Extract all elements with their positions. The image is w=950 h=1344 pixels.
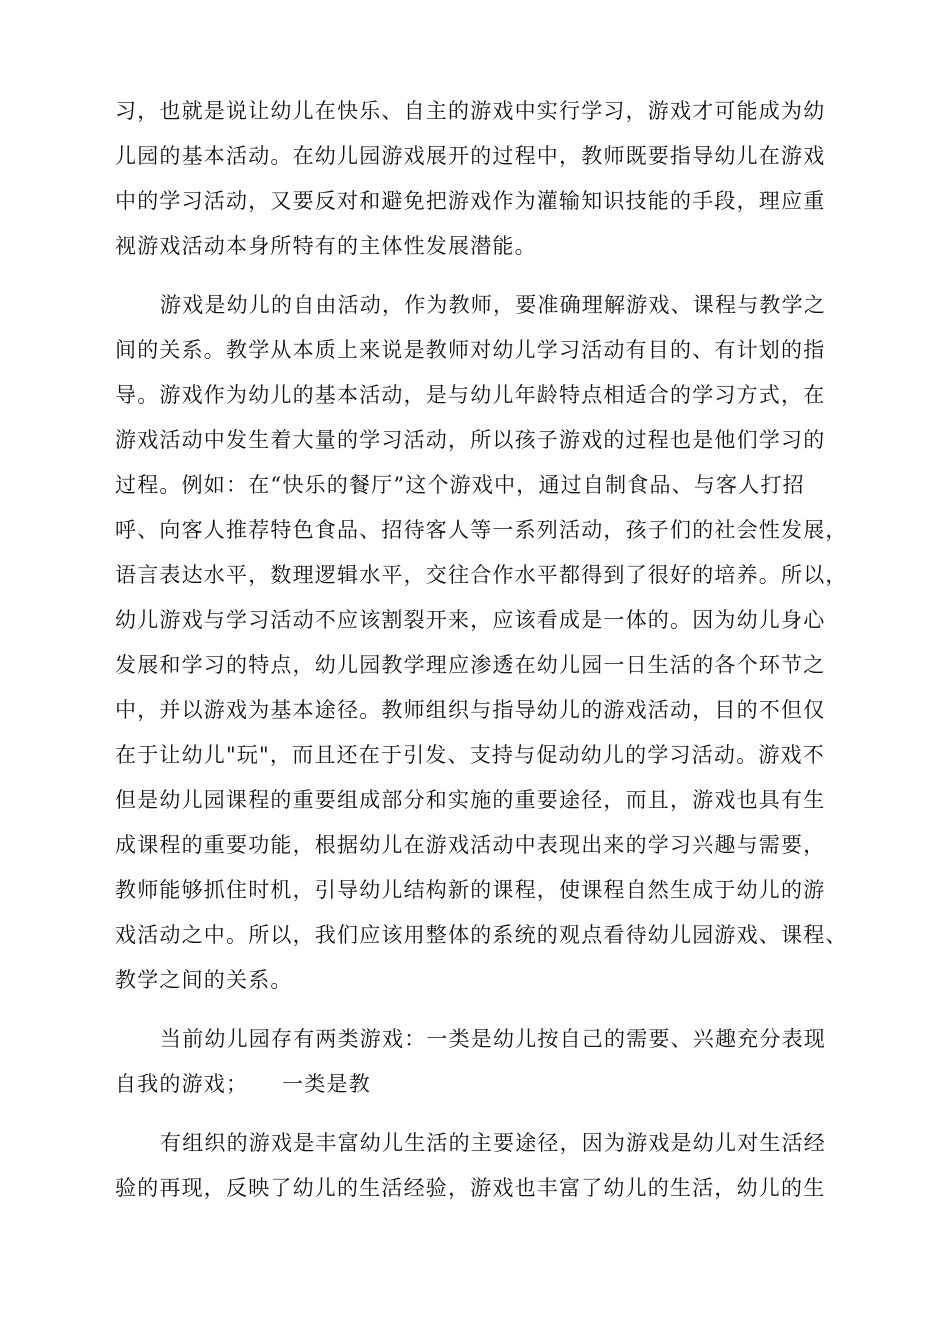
- paragraph-2-line-9: 发展和学习的特点，幼儿园教学理应渗透在幼儿园一日生活的各个环节之: [115, 653, 826, 677]
- paragraph-2-line-2: 间的关系。教学从本质上来说是教师对幼儿学习活动有目的、有计划的指: [115, 338, 826, 362]
- paragraph-2-line-1: 游戏是幼儿的自由活动，作为教师，要准确理解游戏、课程与教学之: [160, 293, 826, 317]
- paragraph-2-line-5: 过程。例如：在“快乐的餐厅”这个游戏中，通过自制食品、与客人打招: [115, 473, 805, 497]
- paragraph-2-line-10: 中，并以游戏为基本途径。教师组织与指导幼儿的游戏活动，目的不但仅: [115, 698, 826, 722]
- paragraph-2-line-4: 游戏活动中发生着大量的学习活动，所以孩子游戏的过程也是他们学习的: [115, 428, 826, 452]
- paragraph-2-line-12: 但是幼儿园课程的重要组成部分和实施的重要途径，而且，游戏也具有生: [115, 788, 826, 812]
- paragraph-4-line-1: 有组织的游戏是丰富幼儿生活的主要途径，因为游戏是幼儿对生活经: [160, 1131, 826, 1155]
- paragraph-2-line-15: 戏活动之中。所以，我们应该用整体的系统的观点看待幼儿园游戏、课程、: [115, 923, 848, 947]
- paragraph-2-line-6: 呼、向客人推荐特色食品、招待客人等一系列活动，孩子们的社会性发展，: [115, 518, 848, 542]
- paragraph-1-line-1: 习，也就是说让幼儿在快乐、自主的游戏中实行学习，游戏才可能成为幼: [115, 99, 826, 123]
- paragraph-1-line-2: 儿园的基本活动。在幼儿园游戏展开的过程中，教师既要指导幼儿在游戏: [115, 144, 826, 168]
- paragraph-4-line-2: 验的再现，反映了幼儿的生活经验，游戏也丰富了幼儿的生活，幼儿的生: [115, 1176, 826, 1200]
- paragraph-2-line-16: 教学之间的关系。: [115, 968, 293, 992]
- paragraph-2-line-11: 在于让幼儿"玩"，而且还在于引发、支持与促动幼儿的学习活动。游戏不: [115, 743, 825, 767]
- paragraph-1-line-3: 中的学习活动，又要反对和避免把游戏作为灌输知识技能的手段，理应重: [115, 189, 826, 213]
- paragraph-3-line-2: 自我的游戏； 一类是教: [115, 1072, 371, 1096]
- paragraph-1-line-4: 视游戏活动本身所特有的主体性发展潜能。: [115, 234, 537, 258]
- paragraph-2-line-8: 幼儿游戏与学习活动不应该割裂开来，应该看成是一体的。因为幼儿身心: [115, 608, 826, 632]
- paragraph-3-line-1: 当前幼儿园存有两类游戏：一类是幼儿按自己的需要、兴趣充分表现: [160, 1027, 826, 1051]
- paragraph-2-line-14: 教师能够抓住时机，引导幼儿结构新的课程，使课程自然生成于幼儿的游: [115, 878, 826, 902]
- paragraph-2-line-3: 导。游戏作为幼儿的基本活动，是与幼儿年龄特点相适合的学习方式，在: [115, 383, 826, 407]
- paragraph-2-line-13: 成课程的重要功能，根据幼儿在游戏活动中表现出来的学习兴趣与需要，: [115, 833, 826, 857]
- paragraph-2-line-7: 语言表达水平，数理逻辑水平，交往合作水平都得到了很好的培养。所以，: [115, 563, 848, 587]
